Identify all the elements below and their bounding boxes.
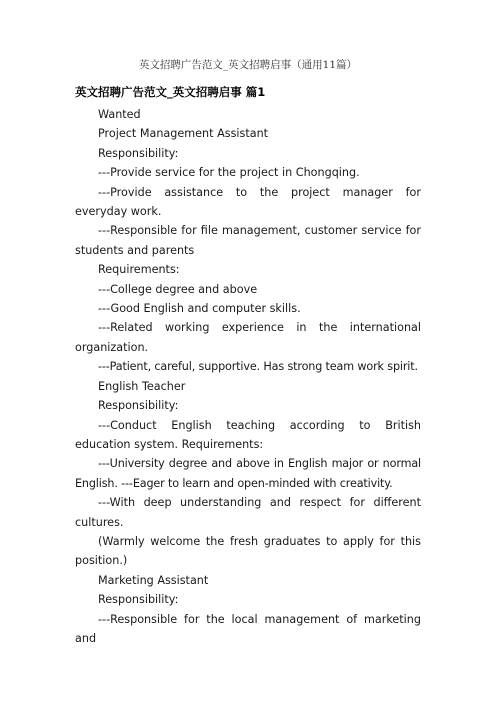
- paragraph: Responsibility:: [98, 399, 179, 413]
- paragraph: ---Conduct English teaching according to British education system. Requirements:: [75, 418, 421, 451]
- paragraph: ---Related working experience in the international organization.: [75, 321, 421, 354]
- paragraph: Project Management Assistant: [98, 127, 269, 141]
- paragraph: ---College degree and above: [98, 282, 258, 296]
- article-body: [75, 105, 421, 648]
- paragraph: ---Good English and computer skills.: [98, 302, 301, 316]
- paragraph: ---Provide assistance to the project manager for everyday work.: [75, 185, 421, 219]
- paragraph: ---University degree and above in English major or normal English. ---Eager to learn and open-minded with creativity.: [75, 457, 421, 490]
- article-title: 英文招聘广告范文_英文招聘启事 篇1: [75, 85, 266, 99]
- paragraph: ---Responsible for file management, customer service for students and parents: [75, 224, 421, 257]
- paragraph: (Warmly welcome the fresh graduates to apply for this position.): [75, 534, 421, 568]
- paragraph: Responsibility:: [98, 146, 179, 160]
- paragraph: Responsibility:: [98, 593, 179, 607]
- paragraph: Wanted: [98, 108, 141, 121]
- paragraph: English Teacher: [98, 379, 186, 393]
- paragraph: Marketing Assistant: [98, 573, 209, 587]
- paragraph: ---With deep understanding and respect for different cultures.: [75, 496, 421, 529]
- document-header: 英文招聘广告范文_英文招聘启事（通用11篇）: [138, 59, 358, 71]
- paragraph: Requirements:: [98, 263, 180, 277]
- paragraph: ---Provide service for the project in Chongqing.: [98, 166, 360, 180]
- paragraph: ---Patient, careful, supportive. Has strong team work spirit.: [98, 360, 418, 374]
- paragraph: ---Responsible for the local management of marketing and: [75, 612, 421, 645]
